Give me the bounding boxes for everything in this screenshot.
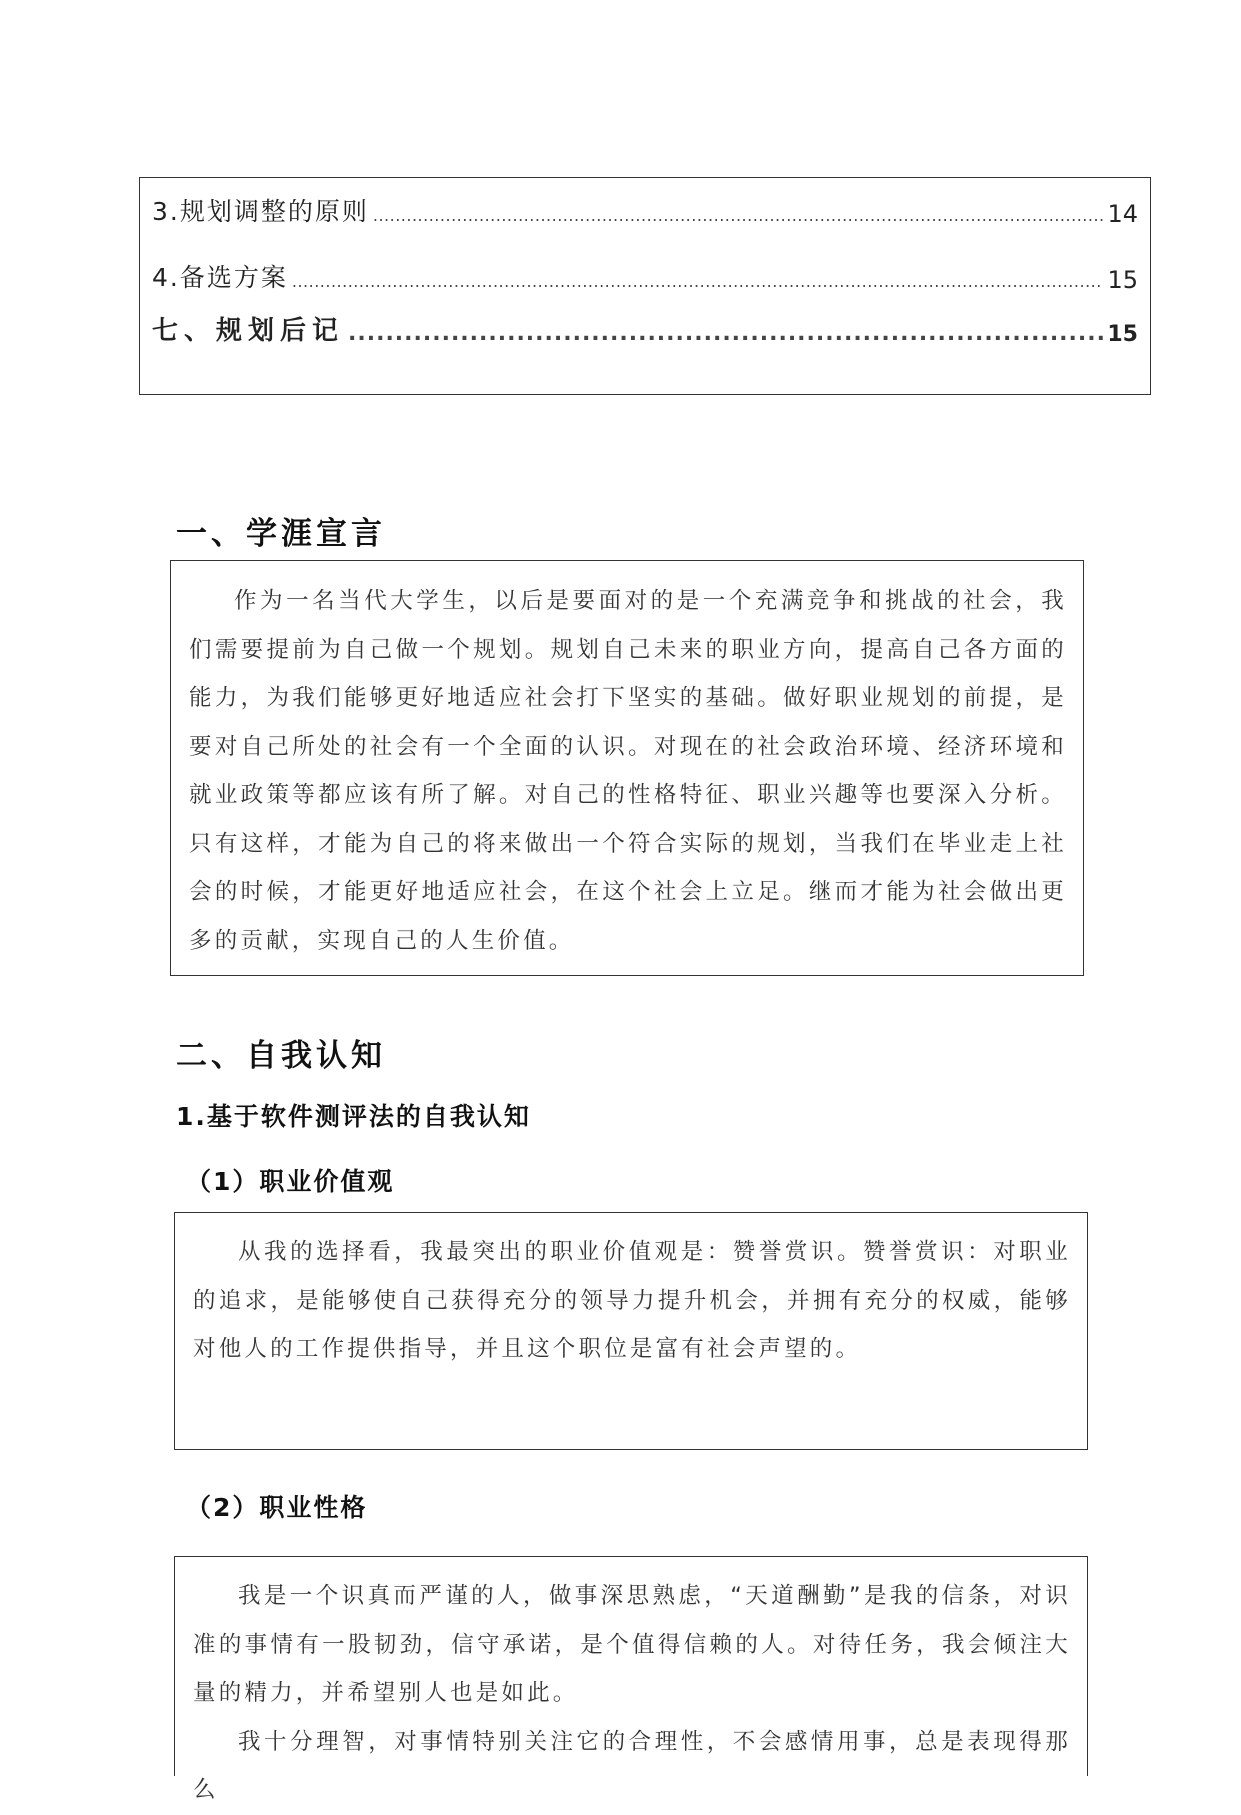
toc-entry-postscript[interactable]: [152, 310, 1138, 347]
career-personality-paragraph-2: 我十分理智，对事情特别关注它的合理性，不会感情用事，总是表现得那么: [193, 1728, 1071, 1803]
career-values-paragraph: 从我的选择看，我最突出的职业价值观是：赞誉赏识。赞誉赏识：对职业的追求，是能够使自己获得充分的领导力提升机会，并拥有充分的权威，能够对他人的工作提供指导，并且这个职位是富有社会声望的。: [193, 1239, 1071, 1362]
declaration-paragraph: 作为一名当代大学生，以后是要面对的是一个充满竞争和挑战的社会，我们需要提前为自己做一个规划。规划自己未来的职业方向，提高自己各方面的能力，为我们能够更好地适应社会打下坚实的基础。做好职业规划的前提，是要对自己所处的社会有一个全面的认识。对现在的社会政治环境、经济环境和就业政策等都应该有所了解。对自己的性格特征、职业兴趣等也要深入分析。只有这样，才能为自己的将来做出一个符合实际的规划，当我们在毕业走上社会的时候，才能更好地适应社会，在这个社会上立足。继而才能为社会做出更多的贡献，实现自己的人生价值。: [189, 588, 1067, 954]
toc-entry-title: 3.规划调整的原则: [152, 197, 369, 226]
career-personality-box: [174, 1556, 1088, 1803]
career-personality-paragraph-1: 我是一个识真而严谨的人，做事深思熟虑，“天道酬勤”是我的信条，对识准的事情有一股韧劲，信守承诺，是个值得信赖的人。对待任务，我会倾注大量的精力，并希望别人也是如此。: [193, 1583, 1071, 1706]
toc-entry-page: 15: [1107, 322, 1138, 347]
heading-career-personality: （2）职业性格: [186, 1493, 368, 1522]
toc-entry-adjustment-principles[interactable]: [152, 192, 1138, 228]
heading-career-values: （1）职业价值观: [186, 1167, 395, 1196]
toc-entry-alternative-plans[interactable]: [152, 258, 1138, 294]
toc-entry-page: 15: [1107, 266, 1138, 294]
section-heading-self-awareness: 二、自我认知: [176, 1038, 386, 1074]
toc-entry-page: 14: [1107, 200, 1138, 228]
table-of-contents: [139, 177, 1151, 395]
subsection-heading-software-assessment: 1.基于软件测评法的自我认知: [176, 1102, 531, 1131]
toc-dot-leader: [292, 274, 1104, 294]
section-heading-study-declaration: 一、学涯宣言: [176, 516, 386, 552]
toc-dot-leader: [348, 323, 1103, 347]
toc-dot-leader: [373, 208, 1104, 228]
toc-entry-title: 七、规划后记: [152, 316, 345, 346]
declaration-box: [170, 560, 1084, 976]
career-values-box: [174, 1212, 1088, 1450]
toc-entry-title: 4.备选方案: [152, 263, 288, 292]
